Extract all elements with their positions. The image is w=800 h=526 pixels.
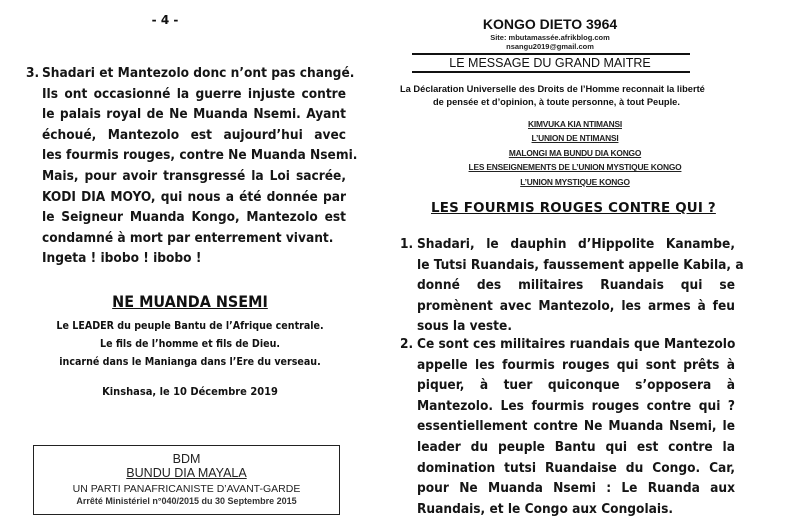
article-headline: LES FOURMIS ROUGES CONTRE QUI ? xyxy=(431,201,716,216)
page-number: - 4 - xyxy=(151,13,179,27)
text-line: le palais royal de Ne Muanda Nsemi. Ayant xyxy=(42,106,346,123)
list-item-body xyxy=(417,334,735,519)
party-decree: Arrêté Ministériel n°040/2015 du 30 Septembre 2015 xyxy=(76,496,297,506)
list-item-number: 3. xyxy=(26,65,40,81)
text-line: Shadari et Mantezolo donc n’ont pas changé. xyxy=(42,65,355,81)
text-line: piquer, à tuer quiconque s’opposera à xyxy=(417,377,735,394)
declaration-line: La Déclaration Universelle des Droits de l’Homme reconnait la liberté xyxy=(400,84,705,94)
declaration-text xyxy=(400,83,800,109)
list-item-number: 2. xyxy=(400,336,414,352)
text-line: donné des militaires Ruandais qui se xyxy=(417,277,735,294)
text-line: domination tutsi Ruandaise du Congo. Car, xyxy=(417,459,735,476)
party-box xyxy=(33,445,340,515)
text-line: condamné à mort par enterrement vivant. xyxy=(42,229,334,246)
text-line: Mantezolo. Les fourmis rouges contre qui ? xyxy=(417,397,735,414)
party-acronym: BDM xyxy=(172,452,201,466)
party-tagline: UN PARTI PANAFRICANISTE D’AVANT-GARDE xyxy=(72,483,301,495)
message-title: LE MESSAGE DU GRAND MAITRE xyxy=(449,56,651,70)
text-line: essentiellement contre Ne Muanda Nsemi, le xyxy=(417,418,735,435)
divider-rule xyxy=(412,53,690,55)
leader-title: NE MUANDA NSEMI xyxy=(112,292,268,311)
text-line: échoué, Mantezolo est aujourd’hui avec xyxy=(42,126,346,143)
masthead-title-text: KONGO DIETO 3964 xyxy=(482,16,618,32)
divider-rule xyxy=(412,71,690,73)
text-line: le Tutsi Ruandais, faussement appelle Kabila, a xyxy=(417,256,744,273)
text-line: Mais, pour avoir transgressé la Loi sacrée, xyxy=(42,167,346,184)
text-line: sous la veste. xyxy=(417,318,512,335)
masthead-title xyxy=(400,16,700,32)
organization-name: L’UNION MYSTIQUE KONGO xyxy=(520,176,630,187)
text-line: le Seigneur Muanda Kongo, Mantezolo est xyxy=(42,209,346,226)
organization-list xyxy=(430,117,720,189)
text-line: Ce sont ces militaires ruandais que Mantezolo xyxy=(417,336,736,352)
organization-name: LES ENSEIGNEMENTS DE L’UNION MYSTIQUE KONGO xyxy=(468,162,682,173)
text-line: promènent avec Mantezolo, les armes à feu xyxy=(417,297,735,314)
text-line: les fourmis rouges, contre Ne Muanda Nsemi. xyxy=(42,147,358,164)
leader-line: Le fils de l’homme et fils de Dieu. xyxy=(100,338,280,350)
list-item-body xyxy=(417,234,744,337)
text-line: Shadari, le dauphin d’Hippolite Kanambe, xyxy=(417,236,735,252)
organization-name: MALONGI MA BUNDU DIA KONGO xyxy=(508,147,642,158)
masthead-email: nsangu2019@gmail.com xyxy=(506,42,594,51)
text-line: leader du peuple Bantu qui est contre la xyxy=(417,438,735,455)
leader-line: Le LEADER du peuple Bantu de l’Afrique centrale. xyxy=(56,320,324,332)
text-line: pour Ne Muanda Nsemi : Le Ruanda aux xyxy=(417,480,735,497)
text-line: Ils ont occasionné la guerre injuste contre xyxy=(42,85,346,102)
date-line: Kinshasa, le 10 Décembre 2019 xyxy=(102,385,278,398)
text-line: appelle les fourmis rouges qui sont prêts à xyxy=(417,356,735,373)
masthead-site: Site: mbutamassée.afrikblog.com xyxy=(490,33,610,42)
leader-line: incarné dans le Manianga dans l’Ere du verseau. xyxy=(59,356,321,368)
leader-description xyxy=(0,317,380,371)
list-item-body xyxy=(42,63,358,269)
text-line: Ruandais, et le Congo aux Congolais. xyxy=(417,500,673,517)
text-line: KODI DIA MOYO, qui nous a été donnée par xyxy=(42,188,346,205)
party-name: BUNDU DIA MAYALA xyxy=(126,466,247,480)
text-line: Ingeta ! ibobo ! ibobo ! xyxy=(42,250,202,267)
declaration-line: de pensée et d’opinion, à toute personne, à tout Peuple. xyxy=(433,97,680,107)
organization-name: KIMVUKA KIA NTIMANSI xyxy=(527,119,622,129)
list-item-number: 1. xyxy=(400,236,414,252)
organization-name: L’UNION DE NTIMANSI xyxy=(531,133,619,144)
